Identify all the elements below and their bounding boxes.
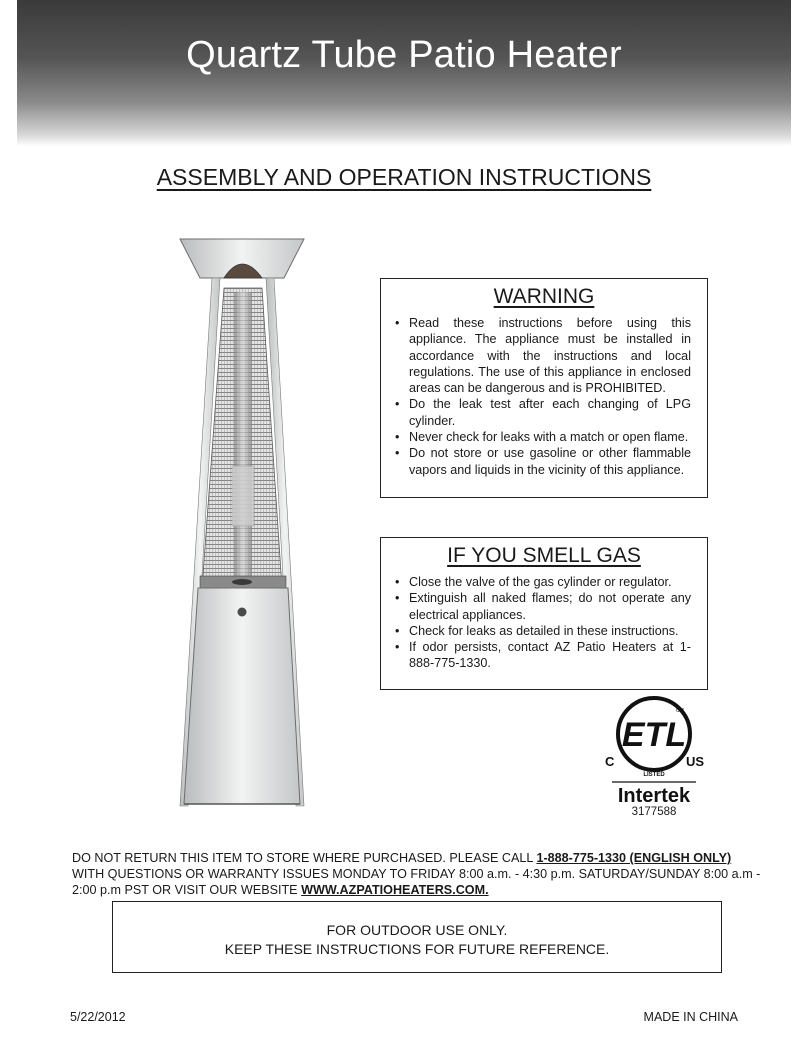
warning-item: • Read these instructions before using this appliance. The appliance must be installed in accordance with the instructions and local regulations. The use of this appliance in enclosed areas can be dangerous and is PROHIBITED. (409, 315, 691, 396)
notice-text-2: WITH QUESTIONS OR WARRANTY ISSUES MONDAY TO FRIDAY 8:00 a.m. - 4:30 p.m. SATURDAY/SUNDAY 8:00 a.m - 2:00 p.m PST OR VISIT OUR WEBSITE (72, 867, 761, 898)
footer-origin: MADE IN CHINA (643, 1010, 738, 1024)
return-notice (72, 850, 762, 899)
page-title: Quartz Tube Patio Heater (186, 34, 622, 76)
notice-text-1: DO NOT RETURN THIS ITEM TO STORE WHERE PURCHASED. PLEASE CALL (72, 851, 537, 865)
svg-text:C: C (605, 754, 615, 769)
certification-number: 3177588 (631, 806, 677, 818)
warning-item: • Do not store or use gasoline or other flammable vapors and liquids in the vicinity of this appliance. (409, 445, 691, 478)
svg-text:Intertek: Intertek (617, 785, 691, 806)
outdoor-line-2: KEEP THESE INSTRUCTIONS FOR FUTURE REFERENCE. (224, 941, 610, 957)
smell-gas-box (380, 537, 708, 690)
etl-certification-mark (596, 694, 712, 824)
warning-box (380, 278, 708, 498)
smell-gas-title: IF YOU SMELL GAS (447, 544, 641, 567)
svg-text:US: US (686, 754, 705, 769)
document-subtitle: ASSEMBLY AND OPERATION INSTRUCTIONS (156, 164, 652, 190)
smell-gas-item: • If odor persists, contact AZ Patio Heaters at 1-888-775-1330. (409, 639, 691, 672)
warning-item: • Never check for leaks with a match or open flame. (409, 429, 691, 445)
smell-gas-item: • Check for leaks as detailed in these instructions. (409, 623, 691, 639)
header-banner (17, 0, 791, 146)
outdoor-line-1: FOR OUTDOOR USE ONLY. (326, 922, 508, 938)
warning-title: WARNING (493, 285, 595, 308)
etl-logo-icon (596, 694, 712, 806)
outdoor-use-box (112, 901, 722, 973)
footer-date: 5/22/2012 (70, 1010, 126, 1024)
smell-gas-list (381, 574, 707, 672)
svg-text:CM: CM (676, 708, 684, 714)
warning-item: • Do the leak test after each changing of LPG cylinder. (409, 396, 691, 429)
warning-list (381, 315, 707, 478)
support-website: WWW.AZPATIOHEATERS.COM. (301, 883, 489, 898)
smell-gas-item: • Close the valve of the gas cylinder or regulator. (409, 574, 691, 590)
heater-product-image (176, 236, 308, 810)
svg-text:LISTED: LISTED (643, 772, 665, 778)
svg-text:ETL: ETL (621, 716, 687, 754)
smell-gas-item: • Extinguish all naked flames; do not operate any electrical appliances. (409, 590, 691, 623)
support-phone: 1-888-775-1330 (ENGLISH ONLY) (536, 851, 732, 865)
